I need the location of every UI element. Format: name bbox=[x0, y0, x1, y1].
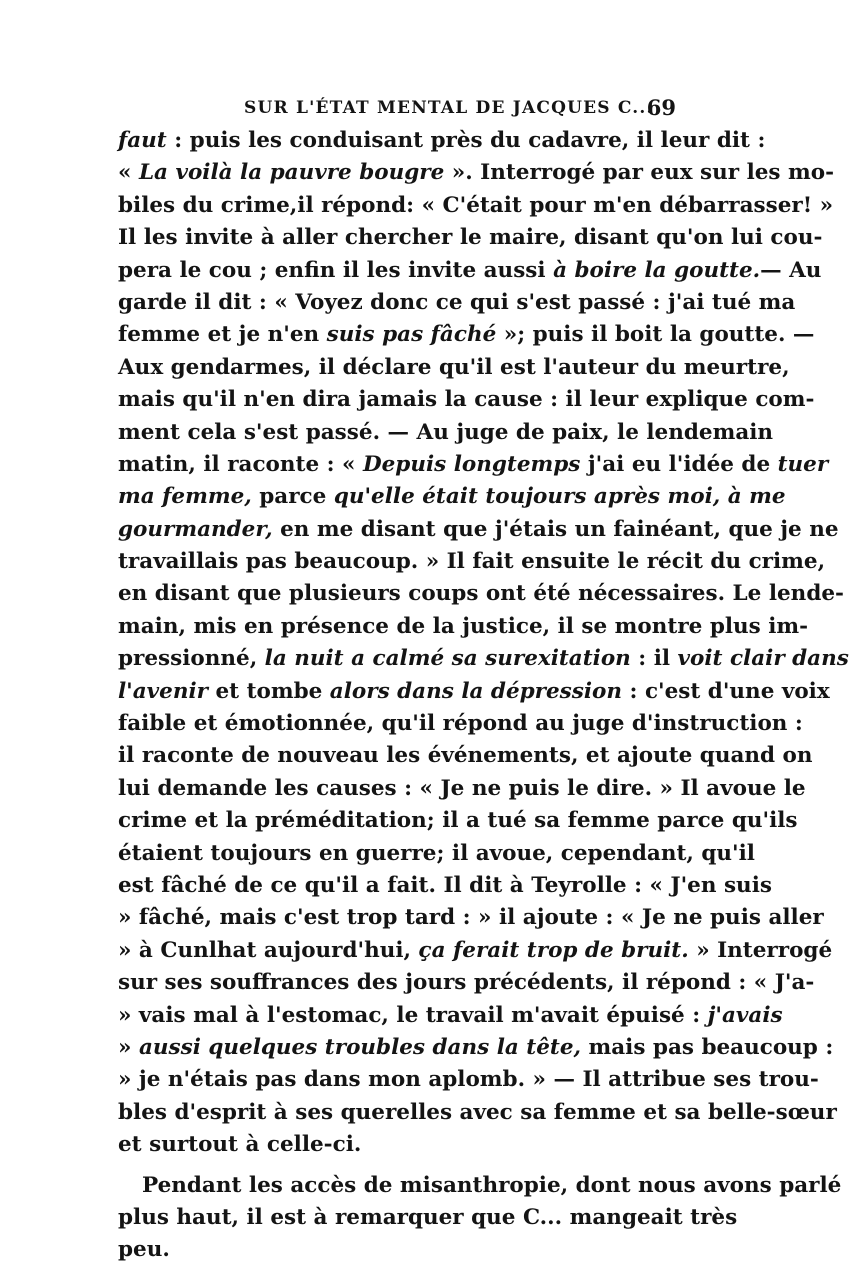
text-line bbox=[118, 578, 844, 610]
italic-run: à boire la goutte. bbox=[553, 257, 761, 283]
text-line bbox=[118, 805, 798, 837]
text-line bbox=[118, 740, 813, 772]
text-run: : il bbox=[630, 646, 678, 672]
text-run: étaient toujours en guerre; il avoue, cependant, qu'il bbox=[118, 840, 755, 866]
text-line bbox=[118, 190, 834, 222]
italic-run: l'avenir bbox=[118, 678, 208, 704]
text-line bbox=[118, 935, 833, 967]
text-line bbox=[118, 384, 815, 416]
text-run: bles d'esprit à ses querelles avec sa femme et sa belle-sœur bbox=[118, 1099, 837, 1125]
text-line bbox=[118, 1032, 834, 1064]
text-run: » fâché, mais c'est trop tard : » il ajoute : « Je ne puis aller bbox=[118, 905, 824, 931]
italic-run: alors dans la dépression bbox=[329, 678, 623, 704]
text-run: main, mis en présence de la justice, il se montre plus im- bbox=[118, 613, 809, 639]
text-run: » à Cunlhat aujourd'hui, bbox=[118, 937, 419, 963]
text-line bbox=[118, 222, 823, 254]
text-line bbox=[118, 125, 766, 157]
text-line bbox=[118, 1064, 819, 1096]
text-line bbox=[118, 643, 849, 675]
text-run: mais qu'il n'en dira jamais la cause : il leur explique com- bbox=[118, 387, 815, 413]
text-line bbox=[118, 773, 806, 805]
text-run: biles du crime,il répond: « C'était pour m'en débarrasser! » bbox=[118, 192, 834, 218]
italic-run: la nuit a calmé sa surexitation bbox=[264, 646, 631, 672]
text-run: »; puis il boit la goutte. — bbox=[496, 322, 815, 348]
text-run: peu. bbox=[118, 1237, 170, 1263]
italic-run: ça ferait trop de bruit. bbox=[418, 937, 689, 963]
text-line bbox=[118, 870, 772, 902]
text-run: Il les invite à aller chercher le maire, disant qu'on lui cou- bbox=[118, 225, 823, 251]
page-header bbox=[116, 94, 686, 124]
text-run: Aux gendarmes, il déclare qu'il est l'auteur du meurtre, bbox=[118, 354, 790, 380]
italic-run: voit clair dans bbox=[677, 646, 849, 672]
text-line bbox=[118, 1129, 678, 1161]
text-line bbox=[118, 1202, 738, 1234]
text-line bbox=[118, 449, 829, 481]
italic-run: tuer bbox=[777, 451, 829, 477]
text-line bbox=[118, 838, 755, 870]
text-run: sur ses souffrances des jours précédents, il répond : « J'a- bbox=[118, 970, 815, 996]
text-line bbox=[118, 546, 826, 578]
text-run: en disant que plusieurs coups ont été nécessaires. Le lende- bbox=[118, 581, 844, 607]
text-run: pera le cou ; enfin il les invite aussi bbox=[118, 257, 554, 283]
text-run: : c'est d'une voix bbox=[622, 678, 830, 704]
text-line bbox=[118, 708, 803, 740]
text-run: ». Interrogé par eux sur les mo- bbox=[444, 160, 835, 186]
text-run: mais pas beaucoup : bbox=[580, 1034, 834, 1060]
text-run: ment cela s'est passé. — Au juge de paix, le lendemain bbox=[118, 419, 774, 445]
text-line bbox=[118, 902, 824, 934]
italic-run: ma femme, bbox=[118, 484, 252, 510]
italic-run: qu'elle était toujours après moi, à me bbox=[333, 484, 786, 510]
text-run: » je n'étais pas dans mon aplomb. » — Il attribue ses trou- bbox=[118, 1067, 819, 1093]
text-run: en me disant que j'étais un fainéant, que je ne bbox=[272, 516, 839, 542]
text-run: et surtout à celle-ci. bbox=[118, 1132, 362, 1158]
text-run: est fâché de ce qu'il a fait. Il dit à Teyrolle : « J'en suis bbox=[118, 872, 772, 898]
paragraph-1 bbox=[118, 125, 849, 1162]
text-run: Pendant les accès de misanthropie, dont nous avons parlé bbox=[142, 1172, 842, 1198]
text-line bbox=[118, 1097, 837, 1129]
text-run: matin, il raconte : « bbox=[118, 451, 363, 477]
text-run: femme et je n'en bbox=[118, 322, 327, 348]
text-line bbox=[118, 319, 815, 351]
paragraph-gap bbox=[118, 1162, 678, 1170]
text-run: parce bbox=[251, 484, 334, 510]
text-run: et tombe bbox=[207, 678, 330, 704]
text-line bbox=[118, 1000, 783, 1032]
text-line bbox=[118, 967, 815, 999]
italic-run: Depuis longtemps bbox=[362, 451, 581, 477]
text-run: » vais mal à l'estomac, le travail m'avait épuisé : bbox=[118, 1002, 708, 1028]
paragraph-2 bbox=[118, 1170, 842, 1267]
text-run: pressionné, bbox=[118, 646, 265, 672]
italic-run: j'avais bbox=[707, 1002, 783, 1028]
body-text bbox=[118, 125, 849, 1267]
text-line bbox=[118, 352, 790, 384]
text-line bbox=[118, 1170, 842, 1202]
text-run: « bbox=[118, 160, 139, 186]
text-run: il raconte de nouveau les événements, et ajoute quand on bbox=[118, 743, 813, 769]
italic-run: La voilà la pauvre bougre bbox=[138, 160, 445, 186]
text-line bbox=[118, 611, 809, 643]
text-line bbox=[118, 157, 835, 189]
text-line bbox=[118, 255, 822, 287]
running-title: SUR L'ÉTAT MENTAL DE JACQUES C... bbox=[244, 98, 654, 118]
text-line bbox=[118, 287, 796, 319]
text-run: garde il dit : « Voyez donc ce qui s'est passé : j'ai tué ma bbox=[118, 289, 796, 315]
text-run: : puis les conduisant près du cadavre, il leur dit : bbox=[166, 128, 766, 153]
text-line bbox=[118, 417, 774, 449]
text-line bbox=[118, 481, 786, 513]
text-line bbox=[118, 1234, 678, 1266]
text-run: faible et émotionnée, qu'il répond au juge d'instruction : bbox=[118, 711, 803, 737]
text-line bbox=[118, 676, 830, 708]
text-line bbox=[118, 514, 839, 546]
text-run: travaillais pas beaucoup. » Il fait ensuite le récit du crime, bbox=[118, 549, 826, 575]
text-run: lui demande les causes : « Je ne puis le dire. » Il avoue le bbox=[118, 775, 806, 801]
text-run: crime et la préméditation; il a tué sa femme parce qu'ils bbox=[118, 808, 798, 834]
text-run: » bbox=[118, 1034, 139, 1060]
text-run: plus haut, il est à remarquer que C... mangeait très bbox=[118, 1204, 738, 1230]
italic-run: gourmander, bbox=[118, 516, 273, 542]
italic-run: aussi quelques troubles dans la tête, bbox=[138, 1034, 581, 1060]
text-run: » Interrogé bbox=[688, 937, 833, 963]
text-run: j'ai eu l'idée de bbox=[580, 451, 778, 477]
page-number: 69 bbox=[646, 95, 676, 120]
italic-run: suis pas fâché bbox=[326, 322, 497, 348]
text-run: — Au bbox=[760, 257, 822, 283]
italic-run: faut bbox=[118, 128, 167, 153]
